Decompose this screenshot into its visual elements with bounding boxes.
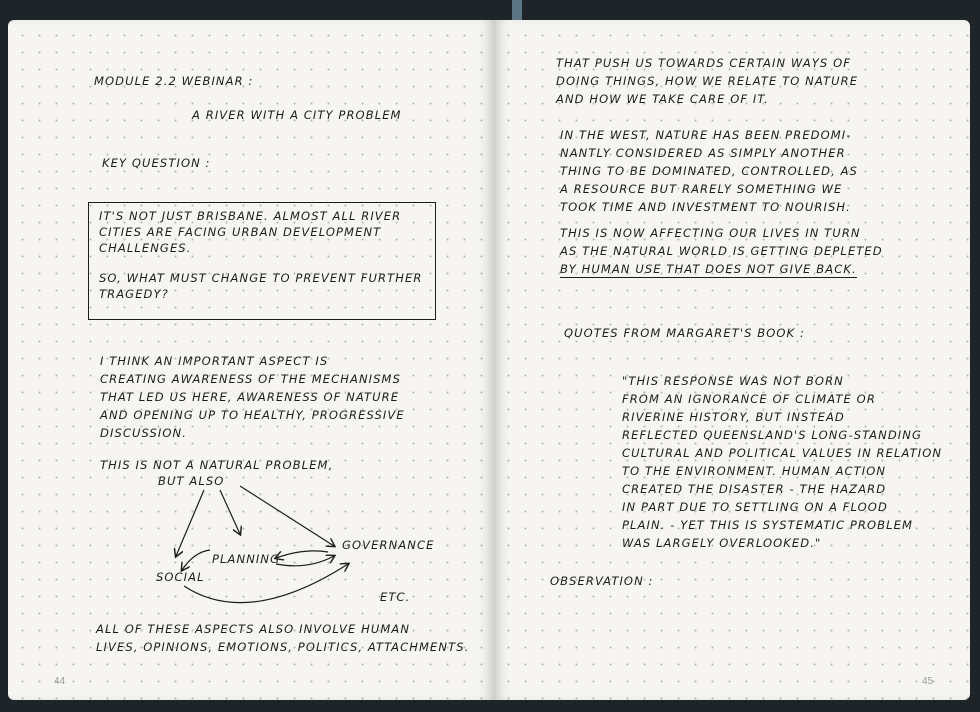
paragraph-line: THAT LED US HERE, AWARENESS OF NATURE: [100, 390, 400, 404]
text-line: AS THE NATURAL WORLD IS GETTING DEPLETED: [560, 244, 883, 258]
left-page: [8, 20, 494, 700]
arrow-planning-governance: [276, 556, 334, 566]
closing-line: ALL OF THESE ASPECTS ALSO INVOLVE HUMAN: [96, 622, 411, 636]
paragraph-line: AND OPENING UP TO HEALTHY, PROGRESSIVE: [100, 408, 405, 422]
arrow-governance-planning: [276, 551, 328, 558]
text-line: A RESOURCE BUT RARELY SOMETHING WE: [560, 182, 843, 196]
page-title: A RIVER WITH A CITY PROBLEM: [192, 108, 402, 122]
paragraph-line: CREATING AWARENESS OF THE MECHANISMS: [100, 372, 401, 386]
arrow-planning-social: [182, 550, 210, 570]
box-line: TRAGEDY?: [99, 287, 169, 301]
text-line: AND HOW WE TAKE CARE OF IT.: [556, 92, 769, 106]
quote-line: CULTURAL AND POLITICAL VALUES IN RELATION: [622, 446, 943, 460]
box-line: CHALLENGES.: [99, 241, 192, 255]
planning-node: PLANNING: [212, 552, 281, 566]
arrow-social-governance: [184, 564, 348, 603]
quote-line: CREATED THE DISASTER - THE HAZARD: [622, 482, 887, 496]
quote-line: "THIS RESPONSE WAS NOT BORN: [622, 374, 844, 388]
arrow-to-planning: [220, 490, 240, 534]
page-number: 44: [54, 676, 66, 687]
quote-line: REFLECTED QUEENSLAND'S LONG-STANDING: [622, 428, 922, 442]
text-line: THAT PUSH US TOWARDS CERTAIN WAYS OF: [556, 56, 851, 70]
arrow-to-social: [176, 490, 204, 556]
mind-map-arrows: [8, 20, 494, 700]
problem-line: THIS IS NOT A NATURAL PROBLEM,: [100, 458, 334, 472]
box-line: CITIES ARE FACING URBAN DEVELOPMENT: [99, 225, 382, 239]
governance-node: GOVERNANCE: [342, 538, 435, 552]
text-line: TOOK TIME AND INVESTMENT TO NOURISH.: [560, 200, 851, 214]
problem-line: BUT ALSO: [158, 474, 225, 488]
quote-line: FROM AN IGNORANCE OF CLIMATE OR: [622, 392, 876, 406]
right-page: [494, 20, 970, 700]
quote-line: WAS LARGELY OVERLOOKED.": [622, 536, 822, 550]
text-line: THING TO BE DOMINATED, CONTROLLED, AS: [560, 164, 858, 178]
quote-line: IN PART DUE TO SETTLING ON A FLOOD: [622, 500, 888, 514]
box-line: IT'S NOT JUST BRISBANE. ALMOST ALL RIVER: [99, 209, 402, 223]
page-number: 45: [922, 676, 934, 687]
module-header: MODULE 2.2 WEBINAR :: [94, 74, 254, 88]
paragraph-line: I THINK AN IMPORTANT ASPECT IS: [100, 354, 329, 368]
social-node: SOCIAL: [156, 570, 205, 584]
text-line: DOING THINGS, HOW WE RELATE TO NATURE: [556, 74, 859, 88]
quote-line: RIVERINE HISTORY, BUT INSTEAD: [622, 410, 845, 424]
text-line: IN THE WEST, NATURE HAS BEEN PREDOMI-: [560, 128, 852, 142]
key-question-label: KEY QUESTION :: [102, 156, 211, 170]
text-line-underlined: BY HUMAN USE THAT DOES NOT GIVE BACK.: [560, 262, 857, 276]
text-line: THIS IS NOW AFFECTING OUR LIVES IN TURN: [560, 226, 861, 240]
quote-line: PLAIN. - YET THIS IS SYSTEMATIC PROBLEM: [622, 518, 913, 532]
box-line: SO, WHAT MUST CHANGE TO PREVENT FURTHER: [99, 271, 423, 285]
etc-label: ETC.: [380, 590, 411, 604]
text-line: NANTLY CONSIDERED AS SIMPLY ANOTHER: [560, 146, 846, 160]
quotes-label: QUOTES FROM MARGARET'S BOOK :: [564, 326, 805, 340]
quote-line: TO THE ENVIRONMENT. HUMAN ACTION: [622, 464, 887, 478]
closing-line: LIVES, OPINIONS, EMOTIONS, POLITICS, ATTACHMENTS.: [96, 640, 470, 654]
observation-label: OBSERVATION :: [550, 574, 654, 588]
arrow-to-governance: [240, 486, 334, 546]
paragraph-line: DISCUSSION.: [100, 426, 187, 440]
